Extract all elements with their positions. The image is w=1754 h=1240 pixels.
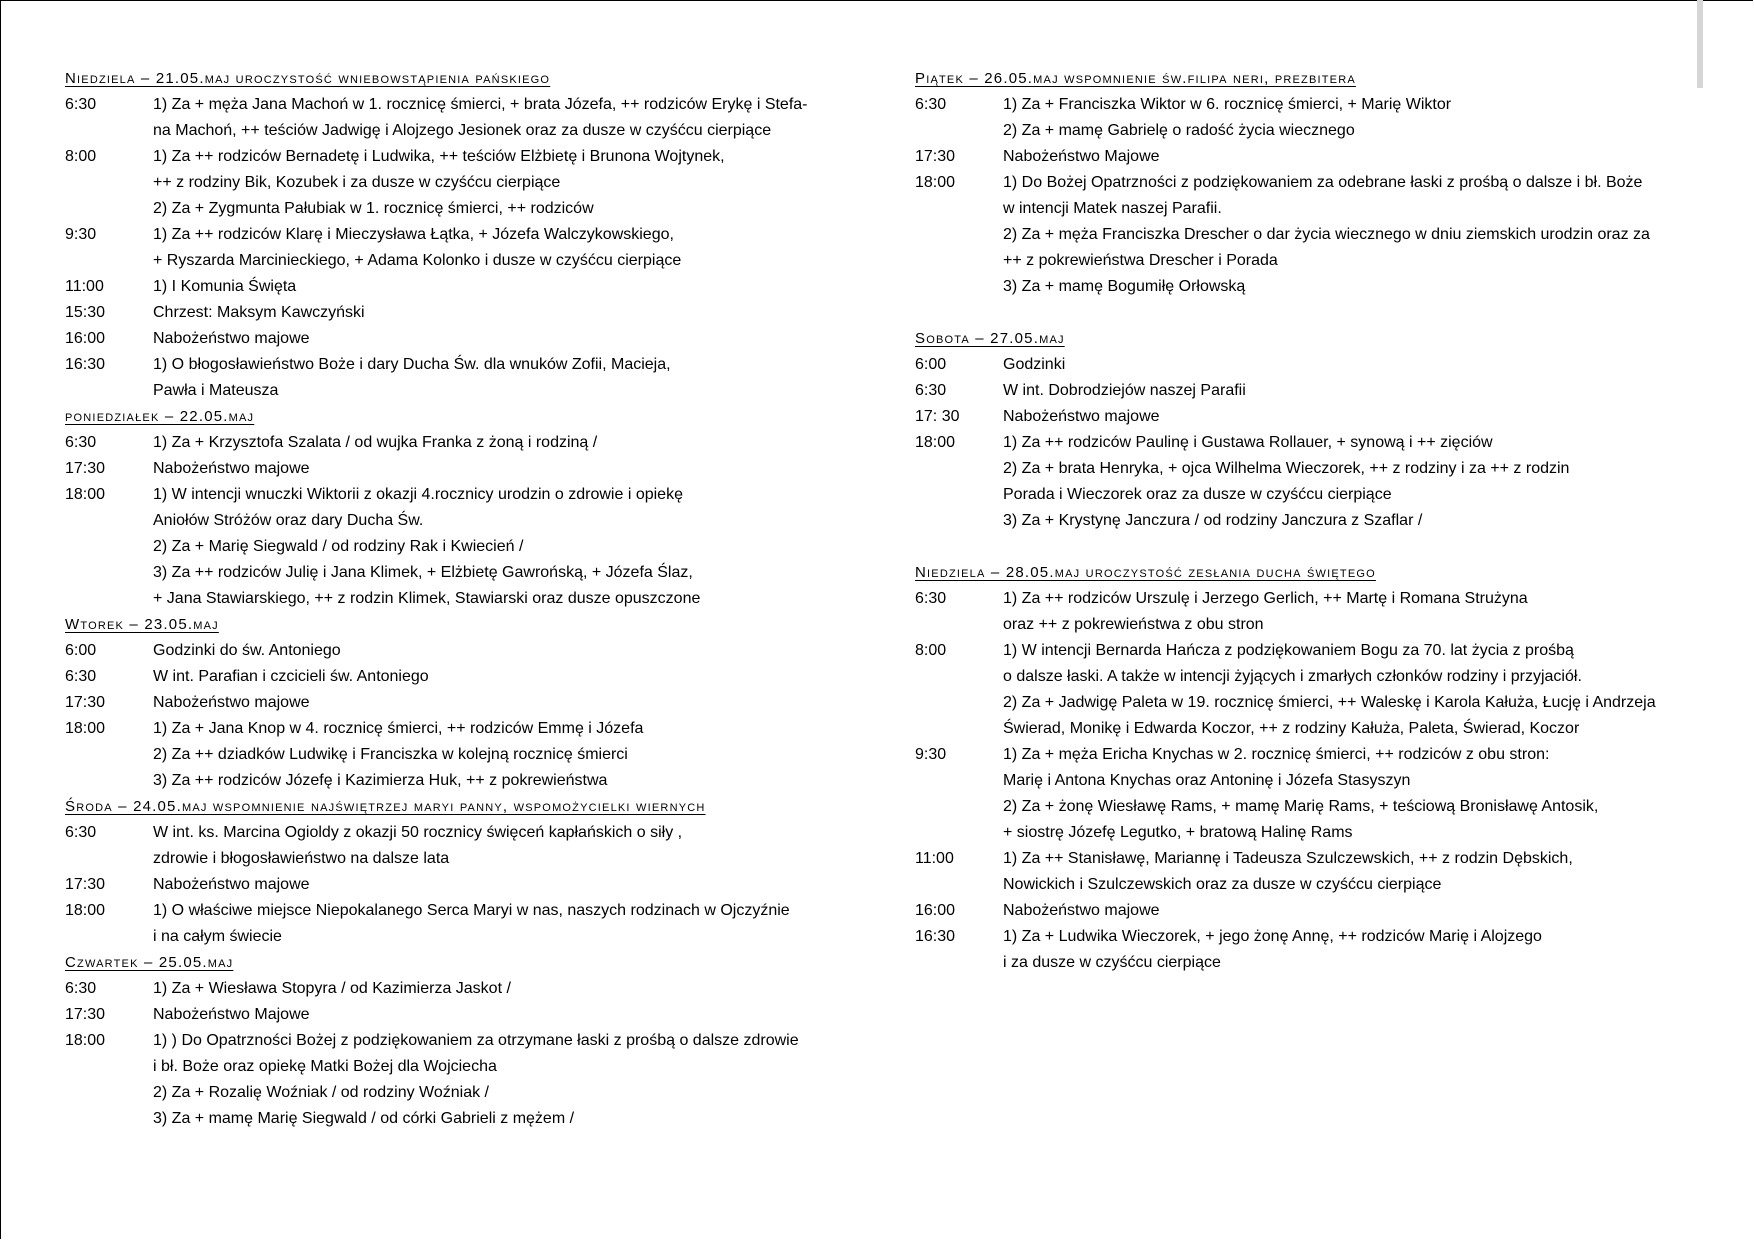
intention-line: W int. Dobrodziejów naszej Parafii xyxy=(1003,382,1246,399)
mass-time: 6:30 xyxy=(65,668,97,685)
intention-text xyxy=(153,300,865,326)
intention-line: Porada i Wieczorek oraz za dusze w czyśćcu cierpiące xyxy=(1003,486,1392,503)
day-heading: Niedziela – 21.05.maj uroczystość wniebowstąpienia pańskiego xyxy=(65,70,551,87)
intention-line: Świerad, Monikę i Edwarda Koczor, ++ z rodziny Kałuża, Paleta, Świerad, Koczor xyxy=(1003,720,1580,737)
intention-text xyxy=(1003,898,1695,924)
intention-line: 2) Za + Marię Siegwald / od rodziny Rak i Kwiecień / xyxy=(153,538,524,555)
intention-line: 3) Za + mamę Marię Siegwald / od córki Gabrieli z mężem / xyxy=(153,1110,575,1127)
mass-entry xyxy=(65,144,865,222)
mass-time: 17:30 xyxy=(65,694,106,711)
mass-entry xyxy=(915,170,1695,300)
day-heading: Sobota – 27.05.maj xyxy=(915,330,1065,347)
intention-line: + Ryszarda Marcinieckiego, + Adama Kolonko i dusze w czyśćcu cierpiące xyxy=(153,252,682,269)
intention-text xyxy=(153,898,865,950)
right-column xyxy=(915,66,1695,976)
mass-time: 9:30 xyxy=(65,226,97,243)
mass-entry xyxy=(65,430,865,456)
mass-entry xyxy=(65,222,865,274)
intention-text xyxy=(153,326,865,352)
intention-line: ++ z pokrewieństwa Drescher i Porada xyxy=(1003,252,1278,269)
section-spacer xyxy=(915,300,1695,326)
intention-line: na Machoń, ++ teściów Jadwigę i Alojzego Jesionek oraz za dusze w czyśćcu cierpiące xyxy=(153,122,772,139)
intention-line: 1) Za ++ rodziców Urszulę i Jerzego Gerlich, ++ Martę i Romana Strużyna xyxy=(1003,590,1528,607)
mass-entry xyxy=(65,326,865,352)
mass-time: 6:00 xyxy=(915,356,947,373)
day-heading: Wtorek – 23.05.maj xyxy=(65,616,219,633)
mass-time: 15:30 xyxy=(65,304,106,321)
day-heading: poniedziałek – 22.05.maj xyxy=(65,408,255,425)
day-heading: Środa – 24.05.maj wspomnienie najświętrzej maryi panny, wspomożycielki wiernych xyxy=(65,798,706,815)
mass-entry xyxy=(65,638,865,664)
intention-text xyxy=(1003,170,1695,300)
section-spacer xyxy=(915,534,1695,560)
intention-line: Nabożeństwo majowe xyxy=(1003,408,1160,425)
day-heading: Czwartek – 25.05.maj xyxy=(65,954,234,971)
mass-time: 16:30 xyxy=(915,928,956,945)
intention-line: 1) ) Do Opatrzności Bożej z podziękowaniem za otrzymane łaski z prośbą o dalsze zdrowie xyxy=(153,1032,799,1049)
mass-entry xyxy=(915,898,1695,924)
intention-text xyxy=(1003,742,1695,846)
mass-entry xyxy=(915,742,1695,846)
intention-line: Aniołów Stróżów oraz dary Ducha Św. xyxy=(153,512,424,529)
mass-time: 16:00 xyxy=(65,330,106,347)
intention-text xyxy=(153,222,865,274)
intention-text xyxy=(153,872,865,898)
intention-text xyxy=(153,664,865,690)
intention-text xyxy=(153,820,865,872)
mass-entry xyxy=(65,820,865,872)
intention-line: Pawła i Mateusza xyxy=(153,382,279,399)
mass-entry xyxy=(65,898,865,950)
intention-line: w intencji Matek naszej Parafii. xyxy=(1003,200,1222,217)
intention-text xyxy=(153,716,865,794)
intention-line: 1) W intencji wnuczki Wiktorii z okazji 4.rocznicy urodzin o zdrowie i opiekę xyxy=(153,486,683,503)
intention-line: 1) Za + Krzysztofa Szalata / od wujka Franka z żoną i rodziną / xyxy=(153,434,598,451)
intention-text xyxy=(153,274,865,300)
mass-time: 18:00 xyxy=(65,720,106,737)
intention-line: + Jana Stawiarskiego, ++ z rodzin Klimek, Stawiarski oraz dusze opuszczone xyxy=(153,590,701,607)
mass-entry xyxy=(65,456,865,482)
mass-time: 6:30 xyxy=(65,824,97,841)
mass-time: 17:30 xyxy=(915,148,956,165)
mass-entry xyxy=(915,586,1695,638)
mass-time: 6:30 xyxy=(915,96,947,113)
mass-time: 6:30 xyxy=(915,590,947,607)
intention-line: 3) Za ++ rodziców Józefę i Kazimierza Huk, ++ z pokrewieństwa xyxy=(153,772,608,789)
mass-entry xyxy=(915,92,1695,144)
intention-line: W int. Parafian i czcicieli św. Antoniego xyxy=(153,668,429,685)
intention-line: 1) Za + Wiesława Stopyra / od Kazimierza Jaskot / xyxy=(153,980,511,997)
mass-time: 17: 30 xyxy=(915,408,960,425)
intention-text xyxy=(1003,378,1695,404)
intention-line: Nabożeństwo majowe xyxy=(153,460,310,477)
intention-line: Godzinki xyxy=(1003,356,1066,373)
mass-entry xyxy=(65,92,865,144)
mass-entry xyxy=(65,872,865,898)
mass-time: 18:00 xyxy=(65,486,106,503)
mass-entry xyxy=(915,638,1695,742)
mass-time: 6:00 xyxy=(65,642,97,659)
intention-text xyxy=(153,144,865,222)
intention-line: 1) Za + Franciszka Wiktor w 6. rocznicę śmierci, + Marię Wiktor xyxy=(1003,96,1452,113)
mass-entry xyxy=(915,404,1695,430)
intention-line: 1) Za + męża Jana Machoń w 1. rocznicę śmierci, + brata Józefa, ++ rodziców Erykę i Stefa- xyxy=(153,96,808,113)
intention-line: Nabożeństwo majowe xyxy=(153,330,310,347)
day-heading: Niedziela – 28.05.maj uroczystość zesłania ducha świętego xyxy=(915,564,1376,581)
mass-time: 6:30 xyxy=(65,980,97,997)
intention-text xyxy=(1003,586,1695,638)
mass-time: 18:00 xyxy=(65,902,106,919)
intention-line: 2) Za ++ dziadków Ludwikę i Franciszka w kolejną rocznicę śmierci xyxy=(153,746,628,763)
intention-line: 3) Za + Krystynę Janczura / od rodziny Janczura z Szaflar / xyxy=(1003,512,1423,529)
intention-line: 2) Za + brata Henryka, + ojca Wilhelma Wieczorek, ++ z rodziny i za ++ z rodzin xyxy=(1003,460,1570,477)
intention-text xyxy=(153,638,865,664)
mass-entry xyxy=(915,352,1695,378)
mass-time: 17:30 xyxy=(65,876,106,893)
intention-line: i na całym świecie xyxy=(153,928,282,945)
intention-line: 3) Za + mamę Bogumiłę Orłowską xyxy=(1003,278,1246,295)
intention-line: 1) Za + Ludwika Wieczorek, + jego żonę Annę, ++ rodziców Marię i Alojzego xyxy=(1003,928,1542,945)
mass-entry xyxy=(65,300,865,326)
mass-entry xyxy=(915,846,1695,898)
intention-line: 1) O właściwe miejsce Niepokalanego Serca Maryi w nas, naszych rodzinach w Ojczyźnie xyxy=(153,902,790,919)
intention-text xyxy=(153,976,865,1002)
mass-entry xyxy=(65,352,865,404)
scrollbar-mark xyxy=(1697,0,1703,88)
intention-line: ++ z rodziny Bik, Kozubek i za dusze w czyśćcu cierpiące xyxy=(153,174,561,191)
mass-entry xyxy=(65,1002,865,1028)
mass-entry xyxy=(65,274,865,300)
intention-text xyxy=(1003,92,1695,144)
intention-line: 1) W intencji Bernarda Hańcza z podziękowaniem Bogu za 70. lat życia z prośbą xyxy=(1003,642,1574,659)
intention-line: 2) Za + męża Franciszka Drescher o dar życia wiecznego w dniu ziemskich urodzin oraz za xyxy=(1003,226,1650,243)
intention-line: 2) Za + żonę Wiesławę Rams, + mamę Marię Rams, + teściową Bronisławę Antosik, xyxy=(1003,798,1599,815)
intention-line: 2) Za + Rozalię Woźniak / od rodziny Woźniak / xyxy=(153,1084,489,1101)
intention-text xyxy=(153,1028,865,1132)
intention-text xyxy=(153,456,865,482)
mass-time: 18:00 xyxy=(915,174,956,191)
intention-line: Nabożeństwo Majowe xyxy=(1003,148,1160,165)
intention-line: 2) Za + mamę Gabrielę o radość życia wiecznego xyxy=(1003,122,1355,139)
mass-entry xyxy=(65,664,865,690)
mass-entry xyxy=(915,924,1695,976)
intention-line: Nabożeństwo majowe xyxy=(1003,902,1160,919)
intention-line: Nabożeństwo majowe xyxy=(153,694,310,711)
intention-line: zdrowie i błogosławieństwo na dalsze lata xyxy=(153,850,450,867)
mass-time: 6:30 xyxy=(65,96,97,113)
intention-text xyxy=(1003,638,1695,742)
mass-time: 16:00 xyxy=(915,902,956,919)
intention-line: 1) Za ++ rodziców Bernadetę i Ludwika, ++ teściów Elżbietę i Brunona Wojtynek, xyxy=(153,148,725,165)
intention-text xyxy=(1003,352,1695,378)
intention-text xyxy=(1003,430,1695,534)
intention-line: i za dusze w czyśćcu cierpiące xyxy=(1003,954,1221,971)
intention-line: Godzinki do św. Antoniego xyxy=(153,642,341,659)
intention-line: 2) Za + Zygmunta Pałubiak w 1. rocznicę śmierci, ++ rodziców xyxy=(153,200,594,217)
intention-line: 1) Za + męża Ericha Knychas w 2. rocznicę śmierci, ++ rodziców z obu stron: xyxy=(1003,746,1550,763)
mass-time: 17:30 xyxy=(65,1006,106,1023)
intention-line: 2) Za + Jadwigę Paleta w 19. rocznicę śmierci, ++ Waleskę i Karola Kałuża, Łucję i Andrzeja xyxy=(1003,694,1656,711)
intention-text xyxy=(153,430,865,456)
mass-time: 9:30 xyxy=(915,746,947,763)
mass-time: 6:30 xyxy=(915,382,947,399)
intention-text xyxy=(153,482,865,612)
mass-entry xyxy=(915,378,1695,404)
day-heading: Piątek – 26.05.maj wspomnienie św.filipa neri, prezbitera xyxy=(915,70,1356,87)
intention-text xyxy=(153,92,865,144)
intention-text xyxy=(153,352,865,404)
intention-line: Marię i Antona Knychas oraz Antoninę i Józefa Stasyszyn xyxy=(1003,772,1411,789)
intention-text xyxy=(153,690,865,716)
intention-line: o dalsze łaski. A także w intencji żyjących i zmarłych członków rodziny i przyjaciół. xyxy=(1003,668,1582,685)
intention-line: + siostrę Józefę Legutko, + bratową Halinę Rams xyxy=(1003,824,1353,841)
intention-line: 1) Za ++ rodziców Paulinę i Gustawa Rollauer, + synową i ++ zięciów xyxy=(1003,434,1493,451)
intention-line: i bł. Boże oraz opiekę Matki Bożej dla Wojciecha xyxy=(153,1058,497,1075)
intention-line: Nabożeństwo majowe xyxy=(153,876,310,893)
left-column xyxy=(65,66,865,1132)
intention-line: 1) I Komunia Święta xyxy=(153,278,297,295)
mass-entry xyxy=(915,430,1695,534)
mass-time: 8:00 xyxy=(915,642,947,659)
intention-line: Nowickich i Szulczewskich oraz za dusze w czyśćcu cierpiące xyxy=(1003,876,1442,893)
intention-line: oraz ++ z pokrewieństwa z obu stron xyxy=(1003,616,1264,633)
mass-time: 8:00 xyxy=(65,148,97,165)
intention-line: 1) O błogosławieństwo Boże i dary Ducha Św. dla wnuków Zofii, Macieja, xyxy=(153,356,671,373)
mass-time: 18:00 xyxy=(915,434,956,451)
intention-line: Chrzest: Maksym Kawczyński xyxy=(153,304,365,321)
mass-entry xyxy=(65,482,865,612)
intention-line: Nabożeństwo Majowe xyxy=(153,1006,310,1023)
mass-time: 6:30 xyxy=(65,434,97,451)
intention-line: 1) Do Bożej Opatrzności z podziękowaniem za odebrane łaski z prośbą o dalsze i bł. Boże xyxy=(1003,174,1643,191)
mass-entry xyxy=(65,716,865,794)
intention-line: 3) Za ++ rodziców Julię i Jana Klimek, + Elżbietę Gawrońską, + Józefa Ślaz, xyxy=(153,564,693,581)
mass-entry xyxy=(65,1028,865,1132)
mass-entry xyxy=(65,976,865,1002)
intention-text xyxy=(1003,846,1695,898)
intention-line: 1) Za ++ Stanisławę, Mariannę i Tadeusza Szulczewskich, ++ z rodzin Dębskich, xyxy=(1003,850,1573,867)
intention-text xyxy=(1003,404,1695,430)
mass-time: 11:00 xyxy=(915,850,954,867)
mass-time: 18:00 xyxy=(65,1032,106,1049)
intention-line: 1) Za ++ rodziców Klarę i Mieczysława Łątka, + Józefa Walczykowskiego, xyxy=(153,226,674,243)
mass-entry xyxy=(915,144,1695,170)
intention-text xyxy=(1003,144,1695,170)
mass-time: 16:30 xyxy=(65,356,106,373)
intention-text xyxy=(153,1002,865,1028)
mass-entry xyxy=(65,690,865,716)
intention-text xyxy=(1003,924,1695,976)
mass-time: 11:00 xyxy=(65,278,104,295)
intention-line: W int. ks. Marcina Ogioldy z okazji 50 rocznicy święceń kapłańskich o siły , xyxy=(153,824,683,841)
intention-line: 1) Za + Jana Knop w 4. rocznicę śmierci, ++ rodziców Emmę i Józefa xyxy=(153,720,644,737)
mass-time: 17:30 xyxy=(65,460,106,477)
